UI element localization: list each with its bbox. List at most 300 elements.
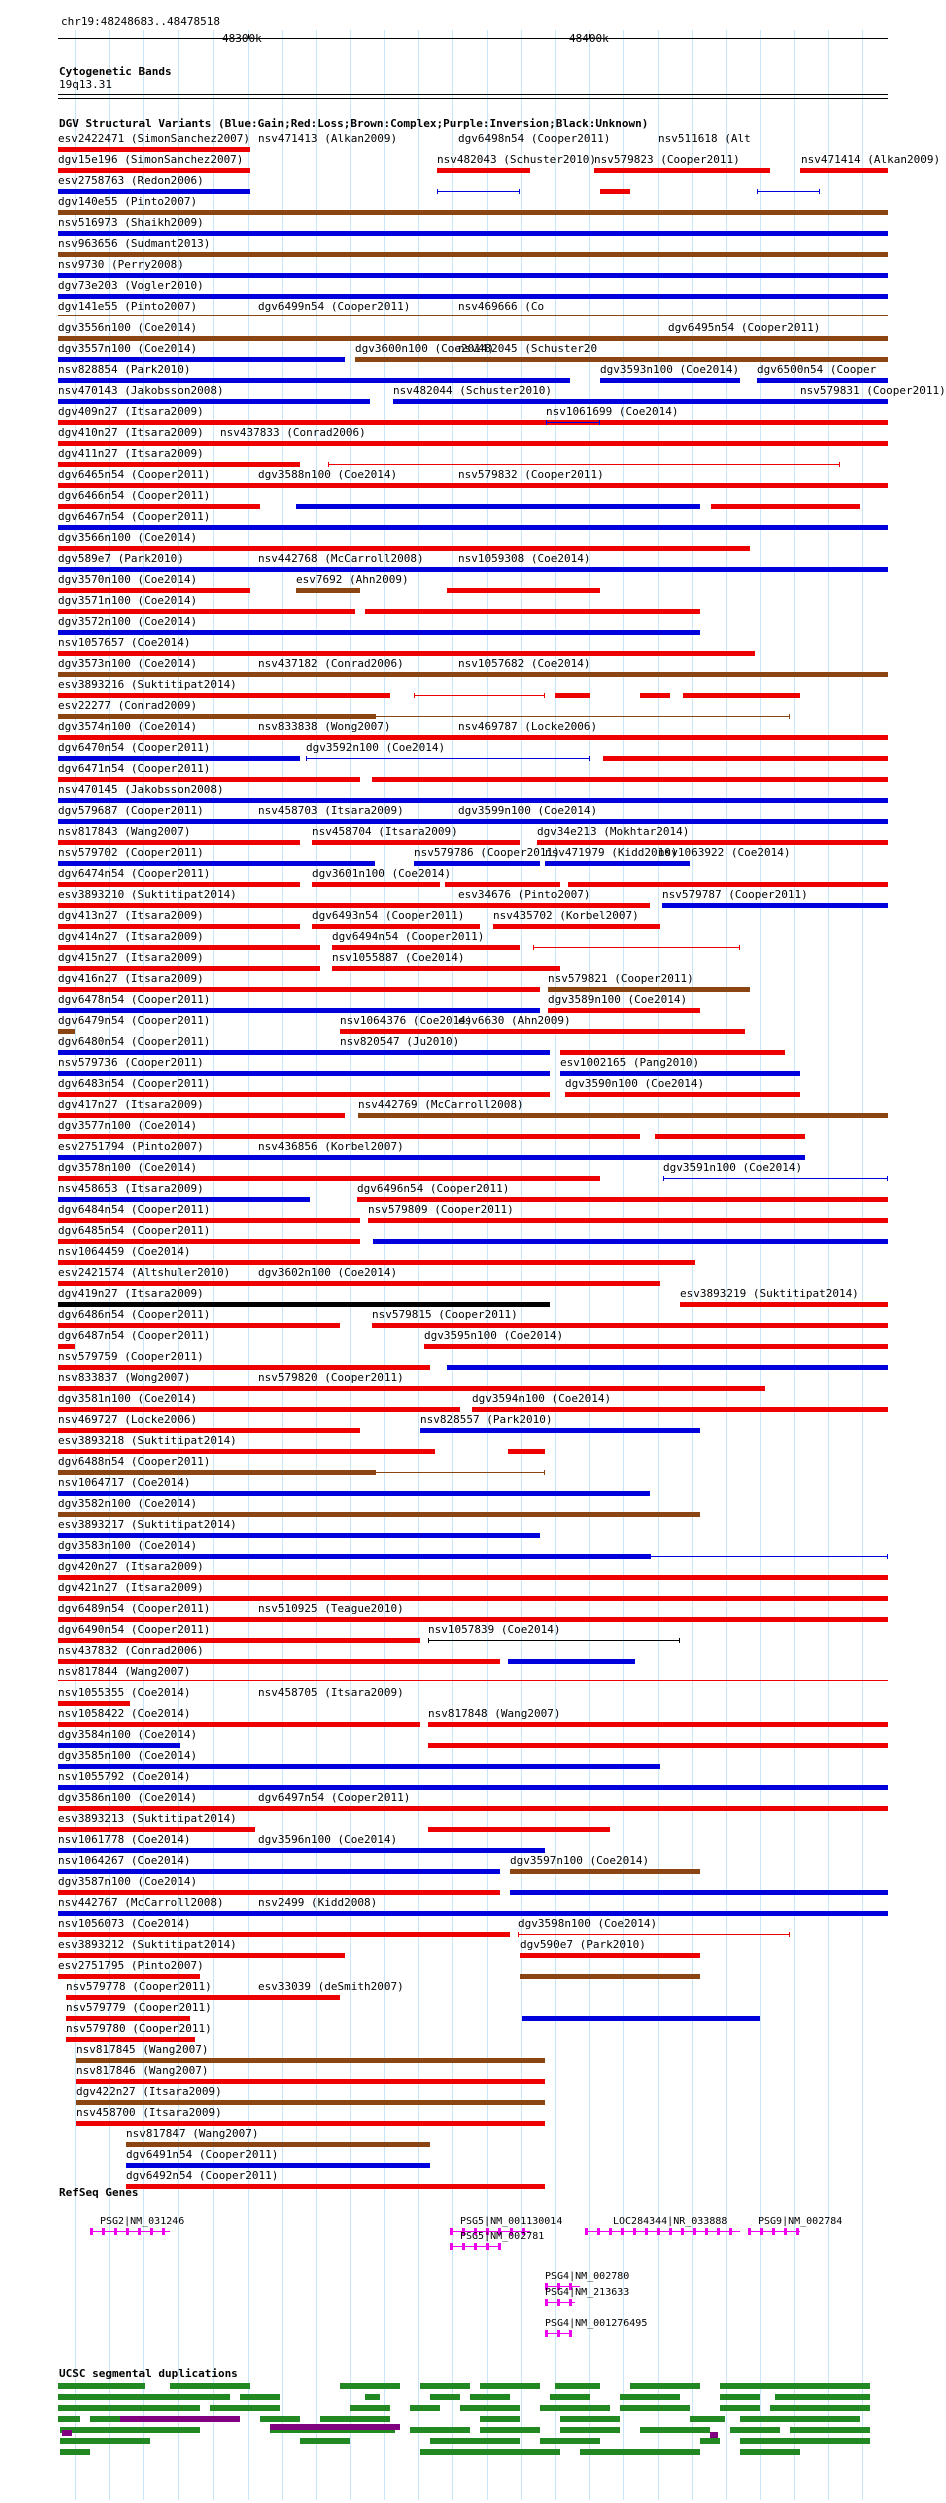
sv-bar-end [375,1470,376,1475]
sv-bar [58,1869,500,1874]
sv-bar [58,567,888,572]
sv-label: dgv140e55 (Pinto2007) [58,195,198,208]
sv-label: nsv579786 (Cooper2011) [414,846,560,859]
gene-exon [621,2228,624,2235]
sv-bar-end [599,420,600,425]
sv-bar [447,588,600,593]
sv-bar [508,1449,545,1454]
segdup-bar [430,2438,520,2444]
segdup-bar [740,2416,860,2422]
sv-label: dgv3598n100 (Coe2014) [518,1917,658,1930]
sv-bar-end [819,189,820,194]
gene-exon [462,2243,465,2250]
sv-label: esv3893213 (Suktitipat2014) [58,1812,237,1825]
segdup-bar [620,2394,680,2400]
sv-label: dgv415n27 (Itsara2009) [58,951,204,964]
sv-label: dgv6478n54 (Cooper2011) [58,993,211,1006]
gene-exon [669,2228,672,2235]
sv-bar [640,693,670,698]
sv-bar [58,1218,360,1223]
sv-label: esv22277 (Conrad2009) [58,699,198,712]
sv-bar-end [518,1932,519,1937]
gene-exon [693,2228,696,2235]
gene-exon [545,2330,548,2337]
sv-bar [58,1134,640,1139]
sv-bar-end [544,693,545,698]
segdup-bar [60,2449,90,2455]
sv-bar [58,1323,340,1328]
segdup-bar [720,2394,760,2400]
sv-bar [58,525,888,530]
sv-label: nsv1064267 (Coe2014) [58,1854,191,1867]
sv-bar [58,1680,888,1681]
sv-bar [58,1953,345,1958]
sv-bar [76,2058,545,2063]
sv-bar [58,1365,430,1370]
sv-label: nsv458703 (Itsara2009) [258,804,404,817]
sv-bar [58,672,888,677]
sv-bar [373,1239,888,1244]
sv-bar [58,1722,420,1727]
sv-label: esv3893219 (Suktitipat2014) [680,1287,859,1300]
sv-bar [58,1113,345,1118]
sv-bar [428,1640,680,1641]
sv-label: nsv482043 (Schuster2010) [437,153,596,166]
sv-label: nsv817847 (Wang2007) [126,2127,259,2140]
sv-label: esv2758763 (Redon2006) [58,174,204,187]
segdup-bar [540,2438,600,2444]
sv-bar [447,1365,888,1370]
sv-bar [600,189,630,194]
sv-label: dgv3582n100 (Coe2014) [58,1497,198,1510]
sv-bar [545,861,690,866]
sv-label: nsv1064459 (Coe2014) [58,1245,191,1258]
segdup-bar [720,2383,870,2389]
sv-label: dgv6485n54 (Cooper2011) [58,1224,211,1237]
gene-exon [114,2228,117,2235]
sv-label: nsv1064717 (Coe2014) [58,1476,191,1489]
sv-label: esv1002165 (Pang2010) [560,1056,700,1069]
sv-label: nsv817844 (Wang2007) [58,1665,191,1678]
sv-label: nsv1061778 (Coe2014) [58,1833,191,1846]
sv-label: esv3893217 (Suktitipat2014) [58,1518,237,1531]
sv-bar-end [437,189,438,194]
sv-bar [375,1472,545,1473]
gene-label: LOC284344|NR_033888 [613,2216,728,2227]
sv-label: nsv1057839 (Coe2014) [428,1623,561,1636]
sv-bar [58,735,888,740]
sv-label: nsv963656 (Sudmant2013) [58,237,211,250]
sv-bar [58,252,888,257]
sv-label: nsv579780 (Cooper2011) [66,2022,212,2035]
sv-label: dgv3597n100 (Coe2014) [510,1854,650,1867]
sv-label: dgv3586n100 (Coe2014) [58,1791,198,1804]
gene-label: PSG5|NM_001130014 [460,2216,563,2227]
sv-bar [58,1071,550,1076]
cytoband-track-title: Cytogenetic Bands [59,65,172,78]
gene-label: PSG4|NM_213633 [545,2287,630,2298]
sv-label: dgv3602n100 (Coe2014) [258,1266,398,1279]
sv-bar-end [757,189,758,194]
sv-label: nsv1055887 (Coe2014) [332,951,465,964]
sv-label: nsv458653 (Itsara2009) [58,1182,204,1195]
segdup-bar [58,2405,200,2411]
segdup-bar [300,2438,350,2444]
segdup-bar [555,2383,600,2389]
sv-label: esv2751794 (Pinto2007) [58,1140,204,1153]
sv-bar [58,1932,510,1937]
sv-bar [414,695,545,696]
gene-exon [597,2228,600,2235]
sv-bar [58,1029,75,1034]
sv-label: nsv471413 (Alkan2009) [258,132,398,145]
sv-label: nsv511618 (Alt [658,132,751,145]
sv-bar [58,1260,695,1265]
sv-label: nsv579831 (Cooper2011) [800,384,946,397]
sv-label: dgv409n27 (Itsara2009) [58,405,204,418]
sv-bar [58,1239,360,1244]
sv-bar [58,1890,500,1895]
sv-label: dgv3581n100 (Coe2014) [58,1392,198,1405]
sv-bar [445,882,560,887]
sv-bar [126,2142,430,2147]
gene-exon [729,2228,732,2235]
sv-label: nsv1056073 (Coe2014) [58,1917,191,1930]
sv-bar [58,945,320,950]
sv-bar [340,1029,745,1034]
sv-label: esv2422471 (SimonSanchez2007) [58,132,251,145]
sv-label: dgv416n27 (Itsara2009) [58,972,204,985]
ruler-line [58,38,888,39]
sv-label: dgv6489n54 (Cooper2011) [58,1602,211,1615]
sv-bar-end [663,1176,664,1181]
sv-bar [66,1995,340,2000]
sv-bar [555,693,590,698]
gene-exon [717,2228,720,2235]
sv-label: esv3893218 (Suktitipat2014) [58,1434,237,1447]
sv-bar [428,1743,888,1748]
sv-label: dgv6480n54 (Cooper2011) [58,1035,211,1048]
sv-label: dgv3596n100 (Coe2014) [258,1833,398,1846]
sv-bar-end [375,714,376,719]
sv-label: esv33039 (deSmith2007) [258,1980,404,1993]
segdup-bar [60,2438,150,2444]
sv-bar [58,1575,888,1580]
sv-bar [58,1701,130,1706]
sv-label: dgv3556n100 (Coe2014) [58,321,198,334]
sv-bar [306,758,590,759]
sv-label: nsv510925 (Teague2010) [258,1602,404,1615]
sv-bar [58,1428,360,1433]
sv-label: dgv419n27 (Itsara2009) [58,1287,204,1300]
gene-exon [474,2243,477,2250]
sv-bar [650,1556,888,1557]
gene-exon [150,2228,153,2235]
sv-bar [375,716,790,717]
sv-label: nsv437832 (Conrad2006) [58,1644,204,1657]
sv-bar [58,1197,310,1202]
sv-bar [332,945,520,950]
sv-bar [58,1638,420,1643]
segdup-bar [350,2405,390,2411]
sv-label: dgv414n27 (Itsara2009) [58,930,204,943]
sv-label: dgv6498n54 (Cooper2011) [458,132,611,145]
sv-label: dgv6470n54 (Cooper2011) [58,741,211,754]
sv-bar [58,1806,888,1811]
sv-label: dgv6500n54 (Cooper [757,363,877,376]
sv-bar-end [879,399,880,404]
sv-bar [76,2100,545,2105]
sv-bar [126,2184,545,2189]
sv-bar-end [650,1554,651,1559]
sv-bar-end [887,1176,888,1181]
gene-exon [557,2330,560,2337]
sv-bar [58,147,250,152]
sv-label: nsv833838 (Wong2007) [258,720,391,733]
sv-bar [58,189,250,194]
sv-bar [58,357,345,362]
sv-bar-end [306,756,307,761]
sv-bar [296,504,700,509]
sv-label: dgv3591n100 (Coe2014) [663,1161,803,1174]
sv-bar [508,1659,635,1664]
sv-label: nsv516973 (Shaikh2009) [58,216,204,229]
sv-label: dgv3583n100 (Coe2014) [58,1539,198,1552]
sv-bar [58,1491,650,1496]
sv-label: nsv2499 (Kidd2008) [258,1896,378,1909]
sv-bar [58,630,700,635]
sv-label: dgv3572n100 (Coe2014) [58,615,198,628]
sv-bar [58,651,755,656]
sv-label: dgv6495n54 (Cooper2011) [668,321,821,334]
sv-bar-end [546,420,547,425]
sv-label: nsv833837 (Wong2007) [58,1371,191,1384]
segdup-bar [240,2394,280,2400]
sv-label: dgv589e7 (Park2010) [58,552,184,565]
sv-bar [420,1428,700,1433]
sv-label: dgv6483n54 (Cooper2011) [58,1077,211,1090]
sv-label: dgv3578n100 (Coe2014) [58,1161,198,1174]
sv-label: nsv817846 (Wang2007) [76,2064,209,2077]
segdup-bar [480,2416,520,2422]
sv-label: dgv6471n54 (Cooper2011) [58,762,211,775]
segdup-bar [690,2416,725,2422]
sv-label: nsv579759 (Cooper2011) [58,1350,204,1363]
sv-label: dgv3585n100 (Coe2014) [58,1749,198,1762]
sv-bar [372,777,888,782]
sv-label: dgv420n27 (Itsara2009) [58,1560,204,1573]
sv-bar [58,210,888,215]
sv-bar [58,588,250,593]
sv-bar [58,1407,460,1412]
gene-exon [645,2228,648,2235]
sv-label: dgv6494n54 (Cooper2011) [332,930,485,943]
sv-bar [800,401,880,402]
sv-bar [518,1934,790,1935]
sv-label: dgv141e55 (Pinto2007) [58,300,198,313]
segdup-bar [550,2394,590,2400]
cytoband-line [58,94,888,95]
sv-label: nsv820547 (Ju2010) [340,1035,460,1048]
sv-label: dgv6492n54 (Cooper2011) [126,2169,279,2182]
cytoband-line [58,98,888,99]
sv-bar [58,1386,765,1391]
sv-label: dgv579687 (Cooper2011) [58,804,204,817]
sv-label: dgv3594n100 (Coe2014) [472,1392,612,1405]
sv-bar [428,1722,888,1727]
sv-label: nsv828557 (Park2010) [420,1413,553,1426]
sv-bar [58,546,750,551]
sv-bar [428,1827,610,1832]
sv-label: nsv817843 (Wang2007) [58,825,191,838]
sv-bar [312,882,440,887]
sv-label: nsv817845 (Wang2007) [76,2043,209,2056]
sv-bar [58,231,888,236]
sv-bar [372,1323,888,1328]
sv-bar [568,882,888,887]
sv-label: dgv6466n54 (Cooper2011) [58,489,211,502]
gene-exon [585,2228,588,2235]
gene-exon [90,2228,93,2235]
gene-label: PSG9|NM_002784 [758,2216,843,2227]
segdup-bar [365,2394,380,2400]
sv-label: nsv442769 (McCarroll2008) [358,1098,524,1111]
sv-bar [58,1596,888,1601]
sv-bar [58,903,650,908]
sv-label: dgv3577n100 (Coe2014) [58,1119,198,1132]
sv-bar [58,1470,375,1475]
sv-bar [58,714,375,719]
segdup-bar [470,2394,510,2400]
cytoband-label: 19q13.31 [59,78,112,91]
sv-label: dgv3584n100 (Coe2014) [58,1728,198,1741]
sv-label: dgv3589n100 (Coe2014) [548,993,688,1006]
sv-bar [560,1050,785,1055]
segdup-bar [560,2427,620,2433]
sv-label: nsv1058422 (Coe2014) [58,1707,191,1720]
sv-bar [424,1344,888,1349]
sv-label: dgv6486n54 (Cooper2011) [58,1308,211,1321]
sv-bar [800,168,888,173]
segdup-bar [700,2438,720,2444]
position-label: chr19:48248683..48478518 [61,15,220,28]
segdup-bar [480,2383,540,2389]
sv-bar [58,441,220,446]
sv-bar [548,987,750,992]
sv-bar [472,1407,888,1412]
sv-bar [328,464,840,465]
sv-label: nsv471414 (Alkan2009) [801,153,941,166]
sv-bar [58,1554,650,1559]
sv-label: dgv15e196 (SimonSanchez2007) [58,153,244,166]
sv-bar [58,273,888,278]
sv-bar [58,462,300,467]
sv-label: nsv9730 (Perry2008) [58,258,184,271]
sv-bar-end [544,1470,545,1475]
sv-label: nsv458704 (Itsara2009) [312,825,458,838]
segdup-bar [460,2405,520,2411]
sv-label: nsv828854 (Park2010) [58,363,191,376]
sv-bar [520,1974,700,1979]
segdup-bar [58,2383,145,2389]
sv-bar [711,420,790,425]
sv-bar [603,756,888,761]
gene-exon [138,2228,141,2235]
sv-label: nsv470145 (Jakobsson2008) [58,783,224,796]
segdup-bar [58,2416,80,2422]
sv-bar [522,2016,760,2021]
sv-label: dgv6465n54 (Cooper2011) [58,468,211,481]
gene-exon [569,2299,572,2306]
sv-label: dgv422n27 (Itsara2009) [76,2085,222,2098]
gene-label: PSG5|NM_002781 [460,2231,545,2242]
sv-bar [58,1764,660,1769]
sv-bar [757,378,888,383]
sv-bar [537,840,888,845]
gene-exon [450,2228,453,2235]
sv-label: nsv471979 (Kidd2010) [545,846,678,859]
sv-bar-end [887,1554,888,1559]
sv-label: nsv458700 (Itsara2009) [76,2106,222,2119]
sv-label: dgv411n27 (Itsara2009) [58,447,204,460]
sv-label: nsv469787 (Locke2006) [458,720,598,733]
refseq-track-title: RefSeq Genes [59,2186,139,2199]
segdup-bar [170,2383,250,2389]
sv-bar [58,1281,660,1286]
sv-bar [58,1911,888,1916]
segdup-track-title: UCSC segmental duplications [59,2367,238,2380]
sv-bar [58,861,375,866]
sv-bar-end [428,1638,429,1643]
grid-line [384,30,385,2500]
sv-bar-end [328,462,329,467]
sv-bar [58,1974,200,1979]
sv-label: dgv6490n54 (Cooper2011) [58,1623,211,1636]
sv-bar [58,1155,805,1160]
segdup-bar [630,2383,700,2389]
sv-bar [365,609,700,614]
sv-label: dgv6488n54 (Cooper2011) [58,1455,211,1468]
segdup-bar [540,2405,610,2411]
sv-label: dgv3573n100 (Coe2014) [58,657,198,670]
segdup-bar [710,2432,718,2438]
sv-label: nsv1057682 (Coe2014) [458,657,591,670]
sv-bar [58,1827,255,1832]
sv-bar-end [533,945,534,950]
sv-bar [58,1092,550,1097]
sv-label: nsv442767 (McCarroll2008) [58,1896,224,1909]
sv-bar [757,191,820,192]
ruler-tick-label: 48300k [222,32,262,45]
sv-bar-end [679,1638,680,1643]
sv-bar [510,1890,888,1895]
sv-label: nsv579820 (Cooper2011) [258,1371,404,1384]
sv-bar [58,315,888,316]
segdup-bar [260,2416,300,2422]
gene-exon [748,2228,751,2235]
sv-bar [58,1449,435,1454]
sv-bar [58,777,360,782]
sv-label: dgv3600n100 (Coe2014) [355,342,495,355]
sv-bar [312,924,480,929]
sv-bar [58,168,250,173]
sv-bar [58,819,888,824]
sv-bar [594,168,770,173]
sv-label: dgv3571n100 (Coe2014) [58,594,198,607]
segdup-bar [430,2394,460,2400]
sv-bar [220,441,888,446]
sv-label: dgv6487n54 (Cooper2011) [58,1329,211,1342]
